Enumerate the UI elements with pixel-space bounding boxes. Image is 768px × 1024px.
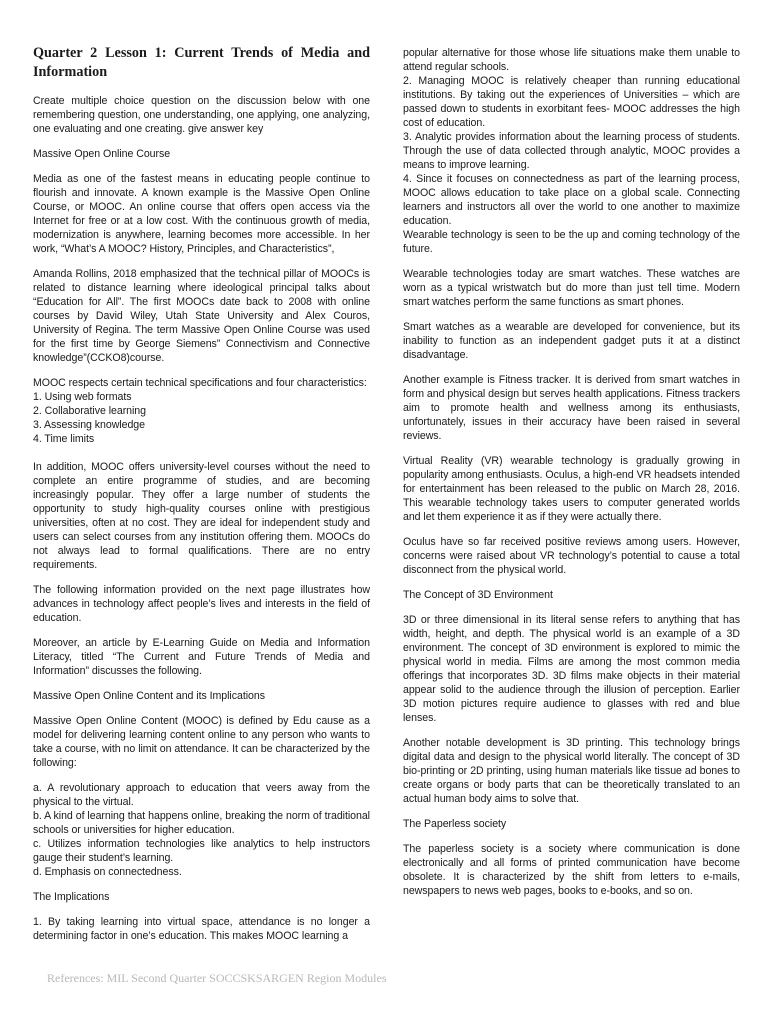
paragraph: 3D or three dimensional in its literal sense refers to anything that has width, height, and depth. The physical world is an example of a 3D environment. The concept of 3D environment is explored to mimic the physical world in media. Films are among the most common media offerings that incorporates 3D. 3D films make objects in their material appear solid to the audience through the illusion of perception. Earlier 3D motion pictures require audience to glasses with red and blue lenses. xyxy=(403,614,740,724)
section-heading-mooc: Massive Open Online Course xyxy=(33,148,171,160)
list-item: 2. Managing MOOC is relatively cheaper than running educational institutions. By taking out the experiences of Universities – which are passed down to students in exorbitant fees- MOOC addresses the high cost of education. xyxy=(403,75,740,129)
list-item: 3. Assessing knowledge xyxy=(33,419,145,431)
document-title: Quarter 2 Lesson 1: Current Trends of Media and Information xyxy=(33,45,370,80)
paragraph: Another example is Fitness tracker. It is derived from smart watches in form and physical design but serves health applications. Fitness trackers aim to promote health and wellness among its enthusiasts, unfortunately, issues in their accuracy have been raised in several reviews. xyxy=(403,374,740,442)
paragraph: 1. By taking learning into virtual space, attendance is no longer a determining factor in one’s education. This makes MOOC learning a xyxy=(33,916,370,942)
list-item: 3. Analytic provides information about the learning process of students. Through the use of data collected through analytic, MOOC provides a means to improve learning. xyxy=(403,131,740,171)
references-footer: References: MIL Second Quarter SOCCSKSARGEN Region Modules xyxy=(47,971,387,985)
section-heading-implications: The Implications xyxy=(33,891,110,903)
section-heading-paperless: The Paperless society xyxy=(403,818,507,830)
section-heading-3d: The Concept of 3D Environment xyxy=(403,589,553,601)
list-item: b. A kind of learning that happens online, breaking the norm of traditional schools or universities for higher education. xyxy=(33,810,370,836)
list-item: popular alternative for those whose life situations make them unable to attend regular schools. xyxy=(403,47,740,73)
paragraph: Moreover, an article by E-Learning Guide on Media and Information Literacy, titled “The Current and Future Trends of Media and Information” discusses the following. xyxy=(33,637,370,677)
paragraph: Wearable technologies today are smart watches. These watches are worn as a typical wristwatch but do more than just tell time. Modern smart watches perform the same functions as smart phones. xyxy=(403,268,740,308)
paragraph: Virtual Reality (VR) wearable technology is gradually growing in popularity among enthusiasts. Oculus, a high-end VR headsets intended for entertainment has been released to the public on March 28, 2016. This wearable technology takes users to computer generated worlds and let them experience it as if they were actually there. xyxy=(403,455,740,523)
right-column xyxy=(403,46,740,909)
abcd-list xyxy=(33,781,370,879)
section-heading-content: Massive Open Online Content and its Implications xyxy=(33,690,265,702)
list-item: a. A revolutionary approach to education that veers away from the physical to the virtual. xyxy=(33,782,370,808)
list-item: 4. Since it focuses on connectedness as part of the learning process, MOOC allows education to take place on a global scale. Connecting learners and instructors all over the world to one another to maximize education. xyxy=(403,173,740,227)
intro-paragraph: Create multiple choice question on the discussion below with one remembering question, one understanding, one applying, one analyzing, one evaluating and one creating. give answer key xyxy=(33,95,370,135)
paragraph: Oculus have so far received positive reviews among users. However, concerns were raised about VR technology’s potential to cause a total disconnect from the physical world. xyxy=(403,536,740,576)
paragraph: Smart watches as a wearable are developed for convenience, but its inability to function as an independent gadget puts it at a distinct disadvantage. xyxy=(403,321,740,361)
list-item: 4. Time limits xyxy=(33,433,95,445)
paragraph: Media as one of the fastest means in educating people continue to flourish and innovate. A known example is the Massive Open Online Course, or MOOC. An online course that offers open access via the Internet for free or at a low cost. With the continuous growth of media, modernization is anywhere, learning becomes more accessible. In her work, “What’s A MOOC? History, Principles, and Characteristics”, xyxy=(33,173,370,255)
implications-list xyxy=(403,46,740,256)
paragraph: Amanda Rollins, 2018 emphasized that the technical pillar of MOOCs is related to distance learning where ideological principal talks about “Education for All”. The first MOOCs date back to 2008 with online courses by David Wiley, Utah State University and Alex Couros, University of Regina. The term Massive Open Online Course was used for the first time by George Siemens” Connectivism and Connective knowledge”(CCKO8)course. xyxy=(33,268,370,364)
paragraph: In addition, MOOC offers university-level courses without the need to complete an entire programme of studies, and are becoming increasingly popular. They offer a large number of students the opportunity to study high-quality courses online with prestigious universities, often at no cost. They are ideal for independent study and users can select courses from any institution offering them. MOOCs do not always lead to formal qualifications. There are no entry requirements. xyxy=(33,461,370,571)
list-item: Wearable technology is seen to be the up and coming technology of the future. xyxy=(403,229,740,255)
list-lead: MOOC respects certain technical specifications and four characteristics: xyxy=(33,377,367,389)
paragraph: The following information provided on the next page illustrates how advances in technology affect people’s lives and interests in the field of education. xyxy=(33,584,370,624)
list-item: d. Emphasis on connectedness. xyxy=(33,866,182,878)
paragraph: The paperless society is a society where communication is done electronically and all forms of printed communication have become obsolete. It is characterized by the shift from letters to e-mails, newspapers to news web pages, books to e-books, and so on. xyxy=(403,843,740,897)
paragraph: Another notable development is 3D printing. This technology brings digital data and design to the physical world literally. The concept of 3D bio-printing or 2D printing, using human materials like tissue ad bones to create organs or body parts that can be theoretically translated to an actual human body aims to solve that. xyxy=(403,737,740,805)
list-item: c. Utilizes information technologies like analytics to help instructors gauge their student’s learning. xyxy=(33,838,370,864)
characteristics-list xyxy=(33,376,370,446)
left-column xyxy=(33,44,370,954)
paragraph: Massive Open Online Content (MOOC) is defined by Edu cause as a model for delivering learning content online to any person who wants to take a course, with no limit on attendance. It can be characterized by the following: xyxy=(33,715,370,769)
list-item: 1. Using web formats xyxy=(33,391,132,403)
list-item: 2. Collaborative learning xyxy=(33,405,146,417)
